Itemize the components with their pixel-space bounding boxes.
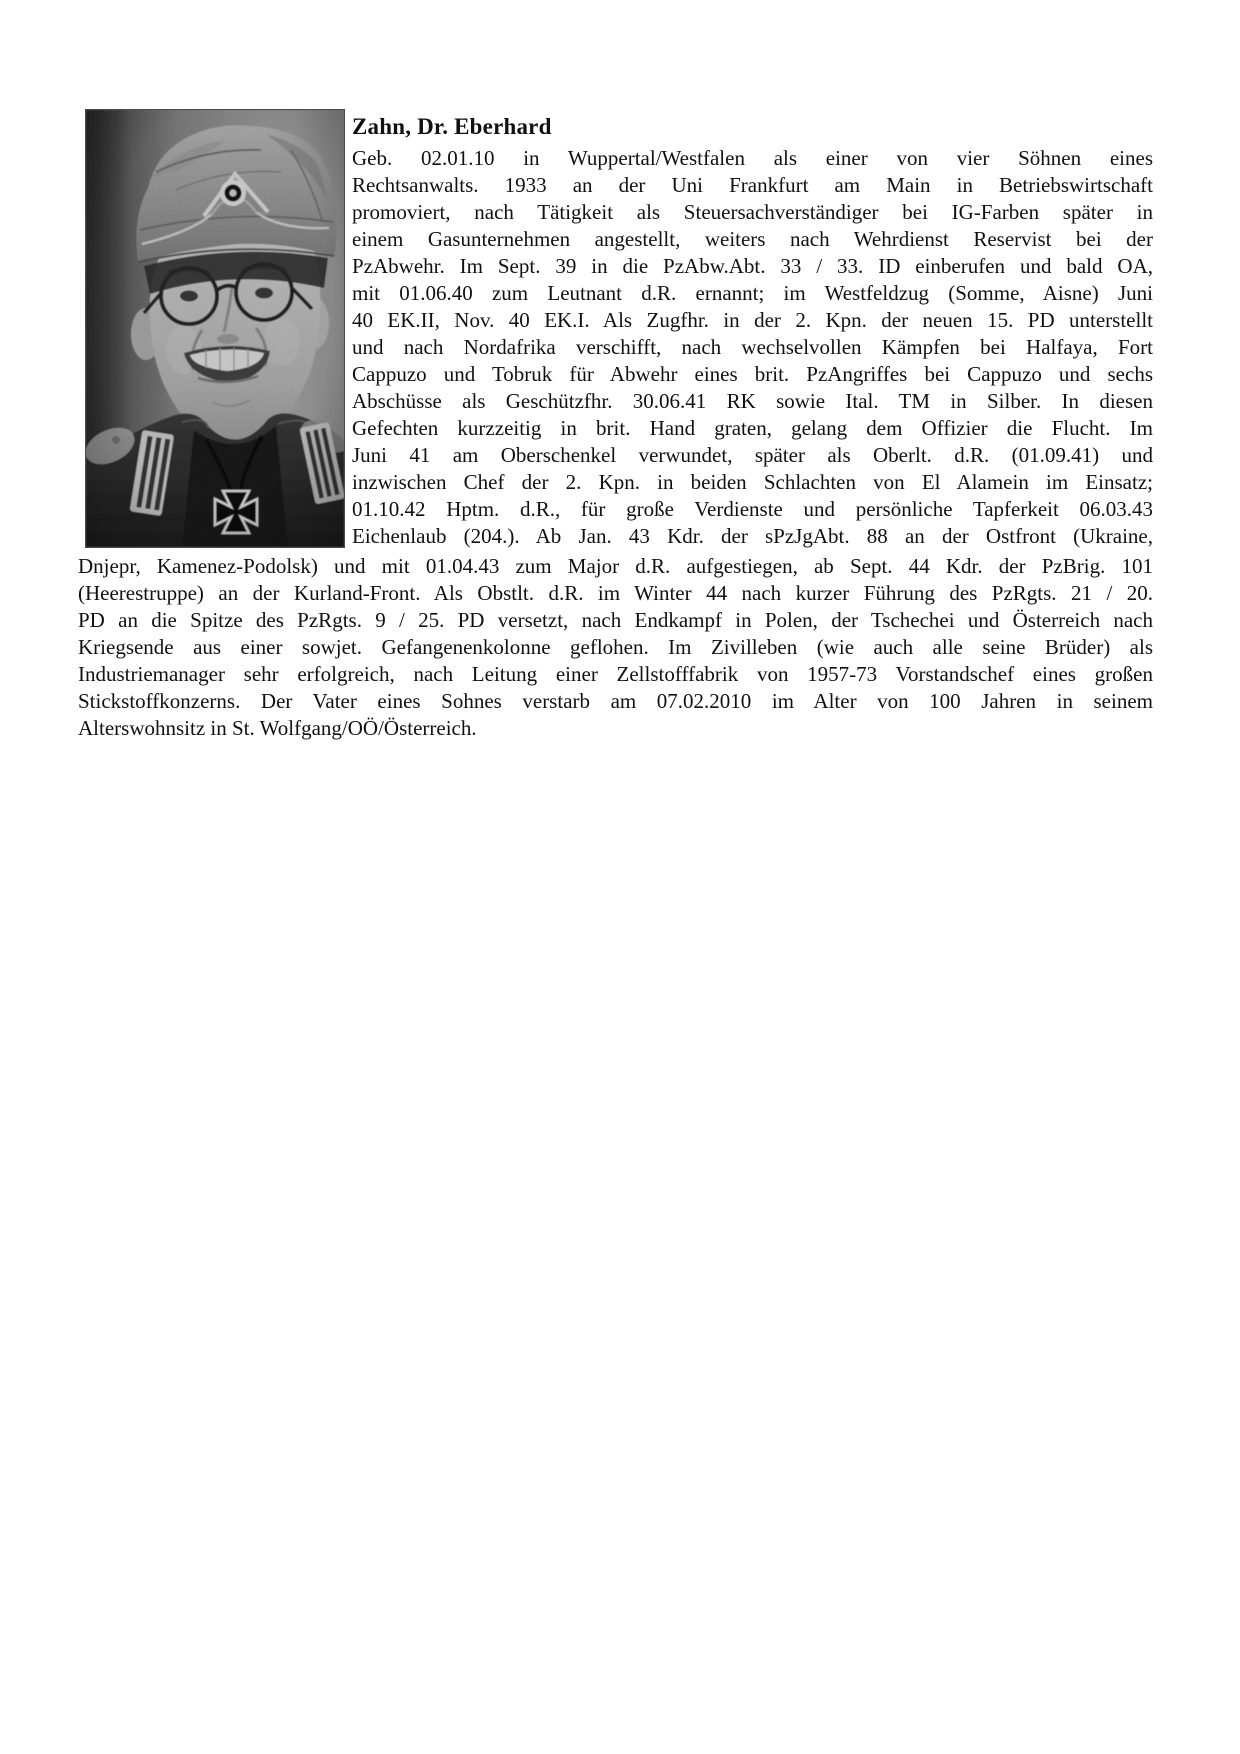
bio-line: Dnjepr, Kamenez-Podolsk) und mit 01.04.43 zum Major d.R. aufgestiegen, ab Sept. 44 Kdr. der PzBrig. 101 — [78, 554, 1153, 578]
bio-line: Kriegsende aus einer sowjet. Gefangenenkolonne geflohen. Im Zivilleben (wie auch alle seine Brüder) als — [78, 635, 1153, 659]
bio-text-indented — [352, 112, 1153, 550]
bio-line: Stickstoffkonzerns. Der Vater eines Sohnes verstarb am 07.02.2010 im Alter von 100 Jahren in seinem — [78, 689, 1153, 713]
bio-line: Eichenlaub (204.). Ab Jan. 43 Kdr. der sPzJgAbt. 88 an der Ostfront (Ukraine, — [352, 524, 1153, 548]
bio-lines-indented — [352, 145, 1153, 550]
bio-line: PD an die Spitze des PzRgts. 9 / 25. PD versetzt, nach Endkampf in Polen, der Tschechei und Österreich nach — [78, 608, 1153, 632]
bio-line: (Heerestruppe) an der Kurland-Front. Als Obstlt. d.R. im Winter 44 nach kurzer Führung des PzRgts. 21 / 20. — [78, 581, 1153, 605]
bio-line: Alterswohnsitz in St. Wolfgang/OÖ/Österreich. — [78, 716, 477, 740]
bio-line: inzwischen Chef der 2. Kpn. in beiden Schlachten von El Alamein im Einsatz; — [352, 470, 1153, 494]
bio-line: Rechtsanwalts. 1933 an der Uni Frankfurt am Main in Betriebswirtschaft — [352, 173, 1153, 197]
bio-line: promoviert, nach Tätigkeit als Steuersachverständiger bei IG-Farben später in — [352, 200, 1153, 224]
entry-name: Zahn, Dr. Eberhard — [352, 114, 552, 139]
bio-line: Cappuzo und Tobruk für Abwehr eines brit. PzAngriffes bei Cappuzo und sechs — [352, 362, 1153, 386]
bio-line: 01.10.42 Hptm. d.R., für große Verdienste und persönliche Tapferkeit 06.03.43 — [352, 497, 1153, 521]
bio-line: 40 EK.II, Nov. 40 EK.I. Als Zugfhr. in der 2. Kpn. der neuen 15. PD unterstellt — [352, 308, 1153, 332]
bio-text-full — [78, 553, 1153, 742]
bio-line: einem Gasunternehmen angestellt, weiters nach Wehrdienst Reservist bei der — [352, 227, 1153, 251]
bio-line: Abschüsse als Geschützfhr. 30.06.41 RK sowie Ital. TM in Silber. In diesen — [352, 389, 1153, 413]
portrait-photo-art — [86, 110, 344, 547]
bio-line: Gefechten kurzzeitig in brit. Hand graten, gelang dem Offizier die Flucht. Im — [352, 416, 1153, 440]
bio-line: Geb. 02.01.10 in Wuppertal/Westfalen als einer von vier Söhnen eines — [352, 146, 1153, 170]
bio-line: und nach Nordafrika verschifft, nach wechselvollen Kämpfen bei Halfaya, Fort — [352, 335, 1153, 359]
bio-line: Industriemanager sehr erfolgreich, nach Leitung einer Zellstofffabrik von 1957-73 Vorstandschef eines großen — [78, 662, 1153, 686]
portrait-photo — [86, 110, 344, 547]
bio-line: mit 01.06.40 zum Leutnant d.R. ernannt; im Westfeldzug (Somme, Aisne) Juni — [352, 281, 1153, 305]
bio-line: Juni 41 am Oberschenkel verwundet, später als Oberlt. d.R. (01.09.41) und — [352, 443, 1153, 467]
bio-line: PzAbwehr. Im Sept. 39 in die PzAbw.Abt. 33 / 33. ID einberufen und bald OA, — [352, 254, 1153, 278]
